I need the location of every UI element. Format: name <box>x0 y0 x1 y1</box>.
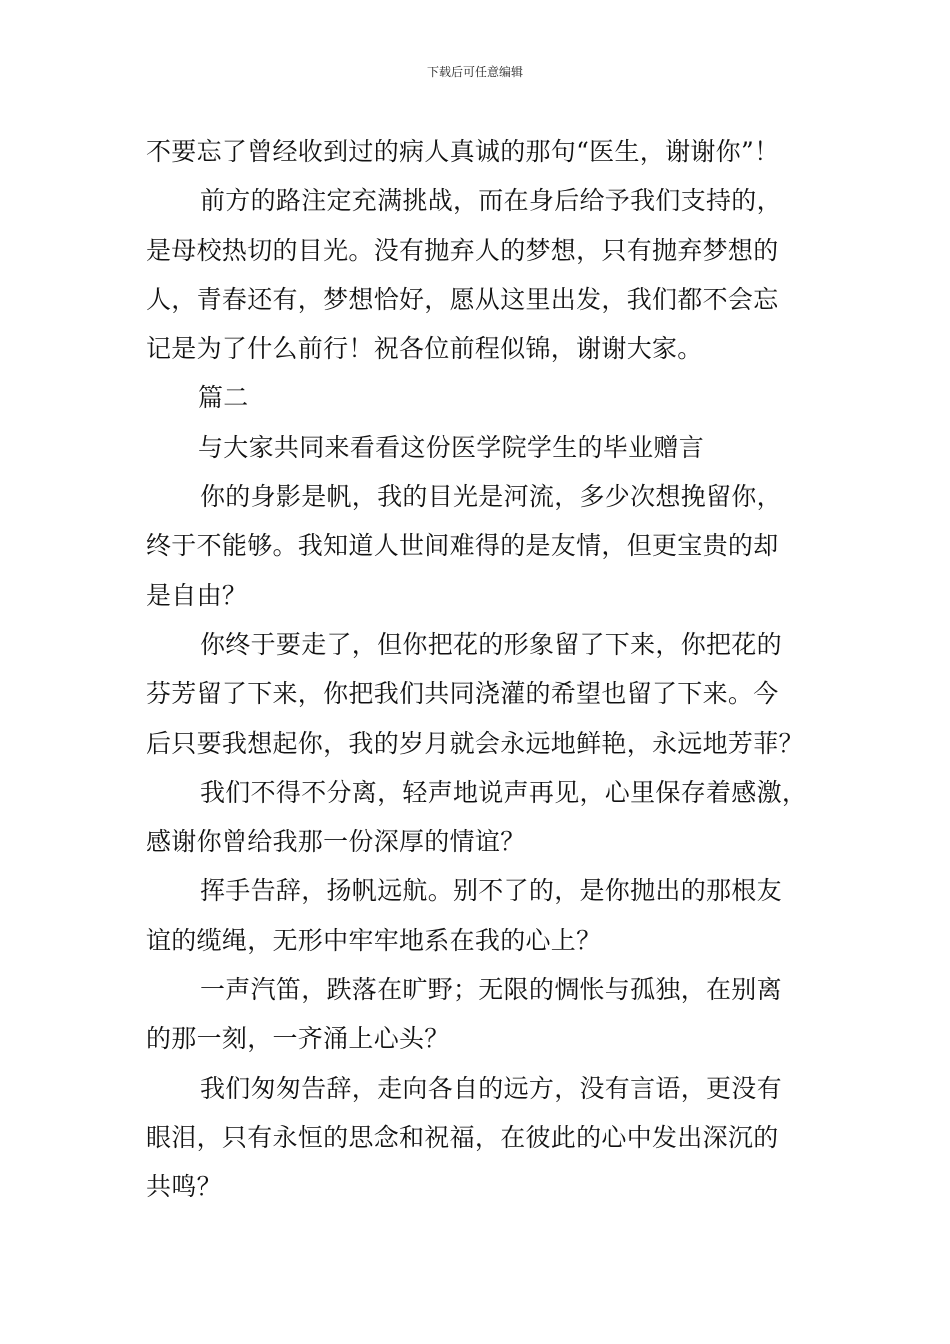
text-line: 眼泪，只有永恒的思念和祝福，在彼此的心中发出深沉的 <box>146 1122 779 1152</box>
text-line: 是自由？ <box>146 580 248 610</box>
text-line: 终于不能够。我知道人世间难得的是友情，但更宝贵的却 <box>146 531 779 561</box>
text-line: 你终于要走了，但你把花的形象留了下来，你把花的 <box>200 629 782 659</box>
text-line: 不要忘了曾经收到过的病人真诚的那句“医生，谢谢你”！ <box>146 137 780 166</box>
text-line: 是母校热切的目光。没有抛弃人的梦想，只有抛弃梦想的 <box>146 235 779 265</box>
text-line: 人，青春还有，梦想恰好，愿从这里出发，我们都不会忘 <box>146 284 779 314</box>
text-line: 的那一刻，一齐涌上心头？ <box>146 1024 450 1054</box>
text-line: 前方的路注定充满挑战，而在身后给予我们支持的， <box>200 186 782 216</box>
text-line: 一声汽笛，跌落在旷野；无限的惆怅与孤独，在别离 <box>200 975 782 1005</box>
text-line: 谊的缆绳，无形中牢牢地系在我的心上？ <box>146 925 602 955</box>
page-header: 下载后可任意编辑 <box>426 65 523 79</box>
document-body <box>146 127 816 1212</box>
text-line: 记是为了什么前行！祝各位前程似锦，谢谢大家。 <box>146 334 703 364</box>
text-line: 我们不得不分离，轻声地说声再见，心里保存着感激， <box>200 777 808 807</box>
section-subtitle: 与大家共同来看看这份医学院学生的毕业赠言 <box>198 432 705 462</box>
text-line: 芬芳留了下来，你把我们共同浇灌的希望也留了下来。今 <box>146 679 779 709</box>
text-line: 后只要我想起你，我的岁月就会永远地鲜艳，永远地芳菲？ <box>146 728 804 758</box>
text-line: 你的身影是帆，我的目光是河流，多少次想挽留你， <box>200 482 782 512</box>
text-line: 共鸣？ <box>146 1172 222 1202</box>
section-heading: 篇二 <box>198 383 249 413</box>
text-line: 我们匆匆告辞，走向各自的远方，没有言语，更没有 <box>200 1073 782 1103</box>
text-line: 挥手告辞，扬帆远航。别不了的，是你抛出的那根友 <box>200 876 782 906</box>
text-line: 感谢你曾给我那一份深厚的情谊？ <box>146 827 526 857</box>
